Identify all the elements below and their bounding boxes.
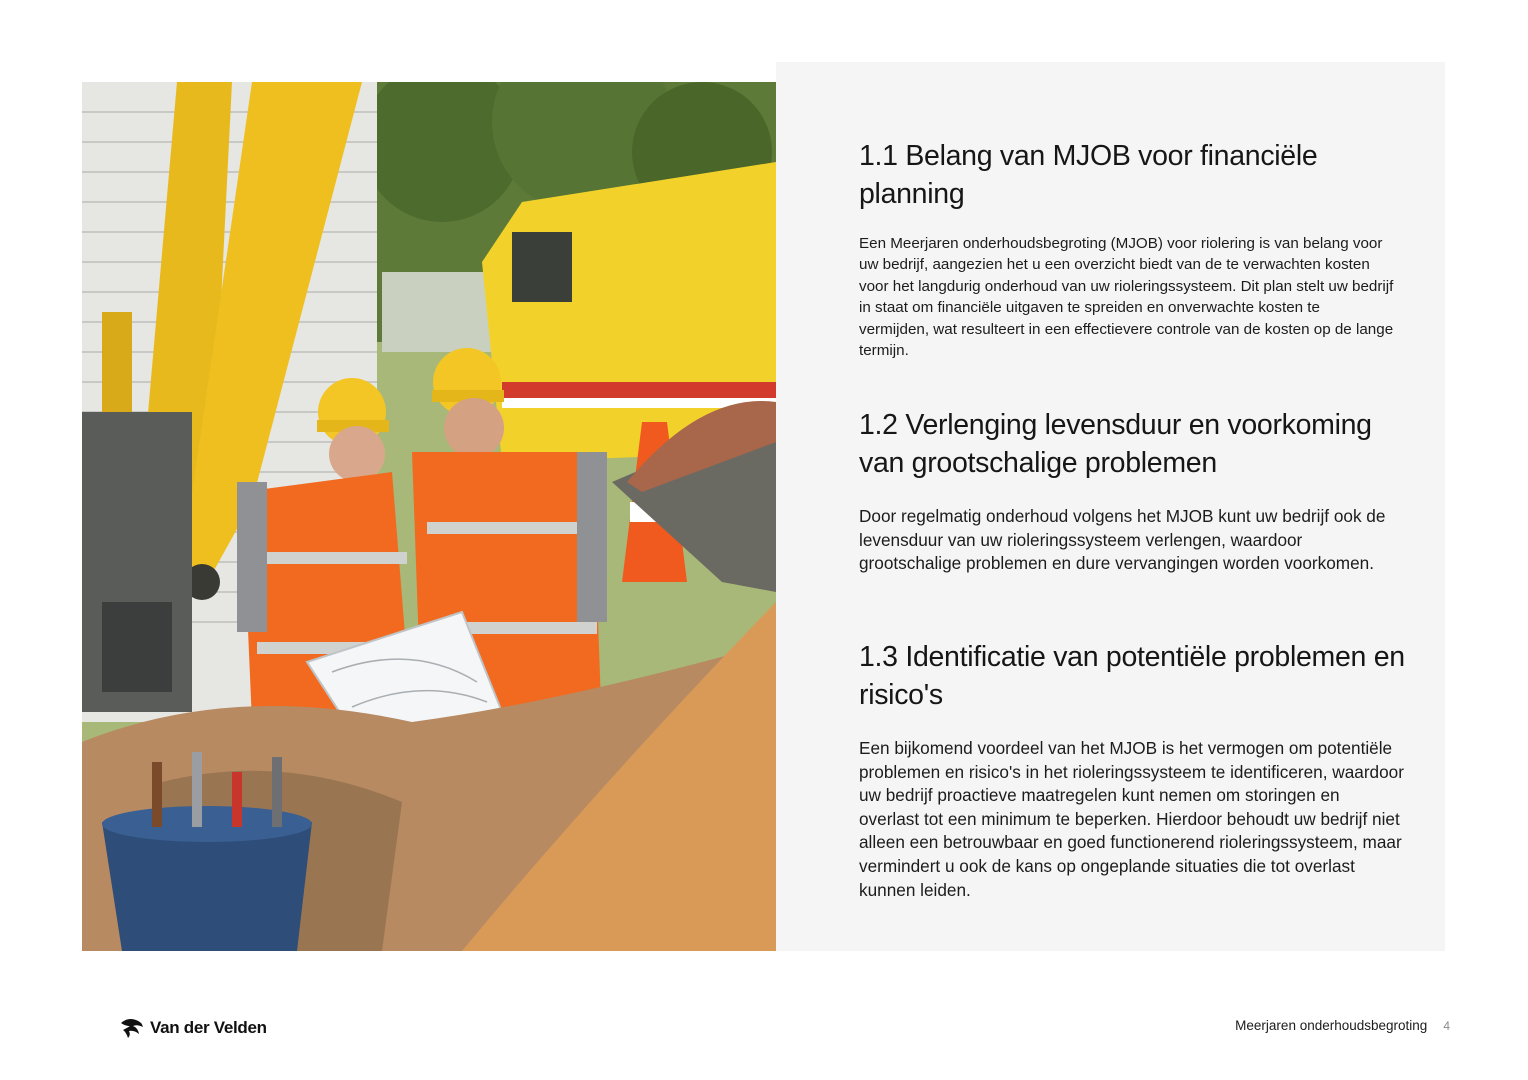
brand-logo <box>120 1014 267 1042</box>
bird-logo-icon <box>120 1017 144 1039</box>
cover-photo <box>82 82 776 951</box>
section-3-heading: 1.3 Identificatie van potentiële problemen en risico's <box>859 641 1405 711</box>
worksite-illustration <box>82 82 776 951</box>
section-2-heading: 1.2 Verlenging levensduur en voorkoming van grootschalige problemen <box>859 409 1372 479</box>
footer-meta <box>1235 1018 1450 1033</box>
section-3-body: Een bijkomend voordeel van het MJOB is het vermogen om potentiële problemen en risico's in het rioleringssysteem te identificeren, waardoor uw bedrijf proactieve maatregelen kunt nemen om storingen en overlast tot een minimum te beperken. Hierdoor behoudt uw bedrijf niet alleen een betrouwbaar en goed functionerend rioleringssysteem, maar vermindert u ook de kans op ongeplande situaties die tot overlast kunnen leiden. <box>859 738 1404 900</box>
page-number: 4 <box>1443 1018 1450 1033</box>
document-title: Meerjaren onderhoudsbegroting <box>1235 1018 1428 1033</box>
brand-name: Van der Velden <box>150 1018 267 1037</box>
section-1-body: Een Meerjaren onderhoudsbegroting (MJOB) voor riolering is van belang voor uw bedrijf, aangezien het u een overzicht biedt van de te verwachten kosten voor het langdurig onderhoud van uw rioleringssysteem. Dit plan stelt uw bedrijf in staat om financiële uitgaven te spreiden en onverwachte kosten te vermijden, wat resulteert in een effectievere controle van de kosten op de lange termijn. <box>859 235 1394 360</box>
section-2-body: Door regelmatig onderhoud volgens het MJOB kunt uw bedrijf ook de levensduur van uw rioleringssysteem verlengen, waardoor grootschalige problemen en dure vervangingen worden voorkomen. <box>859 506 1386 574</box>
section-1-heading: 1.1 Belang van MJOB voor financiële planning <box>859 140 1318 210</box>
